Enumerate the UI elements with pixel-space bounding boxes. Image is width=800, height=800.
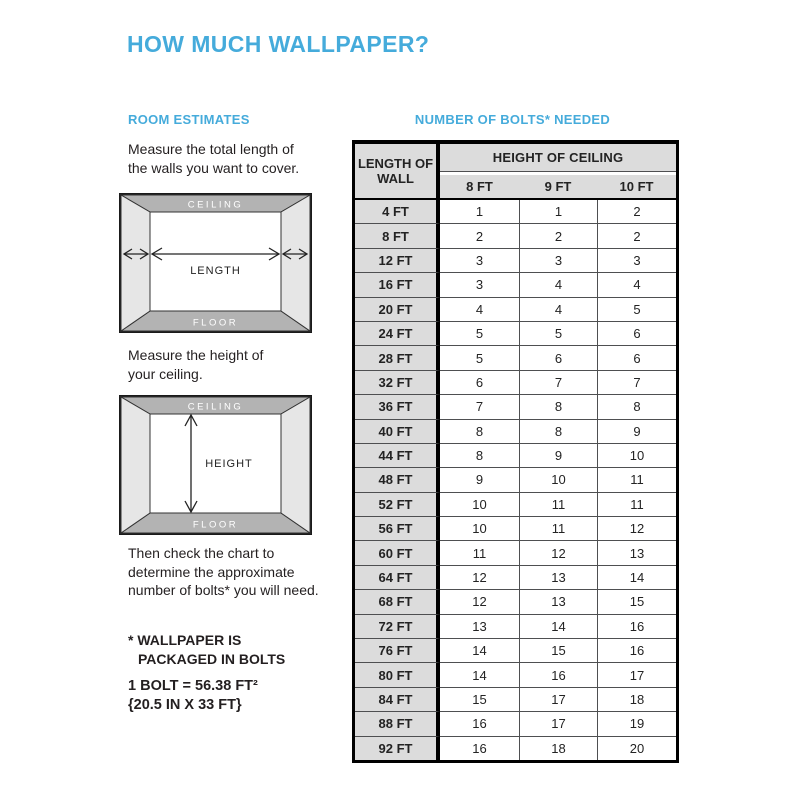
left-wall — [121, 397, 150, 533]
wall-length-cell: 4 FT — [355, 200, 440, 224]
bolt-count-cell: 13 — [519, 566, 597, 590]
bolt-count-cell: 17 — [519, 712, 597, 736]
table-row — [355, 590, 676, 614]
wall-length-cell: 40 FT — [355, 420, 440, 444]
table-row — [355, 298, 676, 322]
bolt-count-cell: 16 — [440, 712, 519, 736]
bolt-count-cell: 1 — [440, 200, 519, 224]
table-row — [355, 420, 676, 444]
table-row — [355, 224, 676, 248]
table-row — [355, 273, 676, 297]
step1-line2: the walls you want to cover. — [128, 159, 300, 176]
right-wall — [281, 195, 310, 331]
wall-length-cell: 56 FT — [355, 517, 440, 541]
bolt-count-cell: 18 — [597, 688, 676, 712]
table-row — [355, 688, 676, 712]
step2-line1: Measure the height of — [128, 347, 264, 363]
table-row — [355, 737, 676, 760]
bolts-table — [352, 140, 679, 763]
bolt-count-cell: 1 — [519, 200, 597, 224]
page-title: HOW MUCH WALLPAPER? — [127, 31, 430, 57]
bolt-count-cell: 8 — [519, 420, 597, 444]
wall-length-cell: 64 FT — [355, 566, 440, 590]
bolt-count-cell: 11 — [519, 517, 597, 541]
ceiling-label: CEILING — [187, 401, 244, 413]
wall-length-cell: 16 FT — [355, 273, 440, 297]
bolt-count-cell: 8 — [519, 395, 597, 419]
bolt-count-cell: 10 — [597, 444, 676, 468]
length-dimension-label: LENGTH — [190, 265, 241, 277]
length-diagram — [119, 193, 312, 333]
right-wall — [281, 397, 310, 533]
bolt-count-cell: 17 — [519, 688, 597, 712]
table-row — [355, 200, 676, 224]
bolt-count-cell: 15 — [519, 639, 597, 663]
step2-line2: your ceiling. — [128, 365, 203, 382]
bolt-count-cell: 14 — [440, 663, 519, 687]
bolt-count-cell: 2 — [519, 224, 597, 248]
bolt-count-cell: 3 — [440, 273, 519, 297]
bolt-count-cell: 11 — [519, 493, 597, 517]
bolt-count-cell: 11 — [597, 493, 676, 517]
height-of-ceiling-header: HEIGHT OF CEILING — [440, 144, 676, 172]
bolt-count-cell: 19 — [597, 712, 676, 736]
footnote-line1: * WALLPAPER IS — [128, 632, 242, 648]
wall-length-cell: 80 FT — [355, 663, 440, 687]
wall-length-cell: 84 FT — [355, 688, 440, 712]
bolt-count-cell: 15 — [597, 590, 676, 614]
height-diagram — [119, 395, 312, 535]
bolt-count-cell: 7 — [440, 395, 519, 419]
bolt-count-cell: 5 — [519, 322, 597, 346]
bolt-count-cell: 4 — [519, 273, 597, 297]
table-row — [355, 517, 676, 541]
bolt-size-line2: {20.5 IN X 33 FT} — [128, 696, 242, 713]
bolt-count-cell: 8 — [440, 444, 519, 468]
column-header-9ft: 9 FT — [519, 172, 597, 200]
table-row — [355, 541, 676, 565]
bolt-count-cell: 12 — [519, 541, 597, 565]
wall-length-cell: 52 FT — [355, 493, 440, 517]
wall-length-cell: 28 FT — [355, 346, 440, 370]
bolt-count-cell: 3 — [519, 249, 597, 273]
bolt-count-cell: 5 — [597, 298, 676, 322]
back-wall — [150, 212, 281, 311]
table-row — [355, 615, 676, 639]
wall-length-cell: 88 FT — [355, 712, 440, 736]
step3-line1: Then check the chart to — [128, 545, 275, 561]
bolt-count-cell: 12 — [440, 590, 519, 614]
bolts-needed-heading: NUMBER OF BOLTS* NEEDED — [414, 112, 611, 127]
bolt-count-cell: 12 — [597, 517, 676, 541]
wall-length-cell: 20 FT — [355, 298, 440, 322]
wall-length-cell: 44 FT — [355, 444, 440, 468]
table-row — [355, 663, 676, 687]
bolt-count-cell: 9 — [519, 444, 597, 468]
step3-text — [128, 544, 319, 600]
table-row — [355, 395, 676, 419]
bolt-count-cell: 15 — [440, 688, 519, 712]
step1-line1: Measure the total length of — [128, 141, 294, 157]
column-header-10ft: 10 FT — [597, 172, 676, 200]
bolt-size-info — [128, 677, 258, 714]
bolt-count-cell: 11 — [440, 541, 519, 565]
wall-length-cell: 48 FT — [355, 468, 440, 492]
bolt-count-cell: 8 — [440, 420, 519, 444]
bolt-count-cell: 6 — [440, 371, 519, 395]
table-row — [355, 712, 676, 736]
floor-label: FLOOR — [192, 519, 239, 531]
bolt-count-cell: 4 — [597, 273, 676, 297]
footnote-line2: PACKAGED IN BOLTS — [138, 650, 286, 667]
wall-length-cell: 68 FT — [355, 590, 440, 614]
wall-length-cell: 60 FT — [355, 541, 440, 565]
bolt-count-cell: 3 — [440, 249, 519, 273]
bolt-count-cell: 7 — [519, 371, 597, 395]
bolt-count-cell: 5 — [440, 322, 519, 346]
bolt-count-cell: 13 — [440, 615, 519, 639]
bolt-count-cell: 2 — [597, 200, 676, 224]
table-row — [355, 322, 676, 346]
bolt-count-cell: 18 — [519, 737, 597, 760]
wall-length-cell: 72 FT — [355, 615, 440, 639]
step2-text — [128, 346, 263, 383]
ceiling-label: CEILING — [187, 199, 244, 211]
table-row — [355, 346, 676, 370]
bolt-count-cell: 9 — [597, 420, 676, 444]
bolt-count-cell: 9 — [440, 468, 519, 492]
bolt-size-line1: 1 BOLT = 56.38 FT² — [128, 678, 258, 694]
table-row — [355, 371, 676, 395]
bolt-count-cell: 10 — [440, 493, 519, 517]
table-row — [355, 249, 676, 273]
bolt-count-cell: 14 — [519, 615, 597, 639]
bolt-count-cell: 4 — [440, 298, 519, 322]
bolt-count-cell: 5 — [440, 346, 519, 370]
height-dimension-label: HEIGHT — [205, 458, 253, 470]
bolt-count-cell: 4 — [519, 298, 597, 322]
bolt-count-cell: 16 — [597, 615, 676, 639]
wall-length-cell: 8 FT — [355, 224, 440, 248]
table-row — [355, 493, 676, 517]
bolt-count-cell: 8 — [597, 395, 676, 419]
bolt-count-cell: 17 — [597, 663, 676, 687]
bolt-count-cell: 6 — [519, 346, 597, 370]
bolt-count-cell: 3 — [597, 249, 676, 273]
bolt-count-cell: 12 — [440, 566, 519, 590]
left-wall — [121, 195, 150, 331]
step3-line3: number of bolts* you will need. — [128, 582, 319, 598]
bolts-table-body — [355, 200, 676, 760]
bolt-count-cell: 7 — [597, 371, 676, 395]
wall-length-cell: 12 FT — [355, 249, 440, 273]
table-row — [355, 444, 676, 468]
table-row — [355, 639, 676, 663]
room-estimates-heading: ROOM ESTIMATES — [128, 112, 250, 127]
length-of-wall-header: LENGTH OF WALL — [355, 144, 440, 200]
bolt-count-cell: 2 — [597, 224, 676, 248]
bolt-count-cell: 10 — [440, 517, 519, 541]
table-row — [355, 468, 676, 492]
bolts-footnote — [128, 631, 285, 668]
bolt-count-cell: 11 — [597, 468, 676, 492]
bolt-count-cell: 16 — [440, 737, 519, 760]
bolt-count-cell: 2 — [440, 224, 519, 248]
bolt-count-cell: 14 — [440, 639, 519, 663]
bolt-count-cell: 16 — [597, 639, 676, 663]
wall-length-cell: 76 FT — [355, 639, 440, 663]
table-header-row — [355, 144, 676, 172]
bolt-count-cell: 13 — [519, 590, 597, 614]
column-header-8ft: 8 FT — [440, 172, 519, 200]
floor-label: FLOOR — [192, 317, 239, 329]
bolt-count-cell: 20 — [597, 737, 676, 760]
wall-length-cell: 92 FT — [355, 737, 440, 760]
step1-text — [128, 140, 299, 177]
bolt-count-cell: 10 — [519, 468, 597, 492]
table-row — [355, 566, 676, 590]
bolt-count-cell: 14 — [597, 566, 676, 590]
bolt-count-cell: 6 — [597, 346, 676, 370]
wall-length-cell: 36 FT — [355, 395, 440, 419]
bolt-count-cell: 16 — [519, 663, 597, 687]
step3-line2: determine the approximate — [128, 563, 295, 580]
wall-length-cell: 24 FT — [355, 322, 440, 346]
wall-length-cell: 32 FT — [355, 371, 440, 395]
bolt-count-cell: 6 — [597, 322, 676, 346]
bolt-count-cell: 13 — [597, 541, 676, 565]
